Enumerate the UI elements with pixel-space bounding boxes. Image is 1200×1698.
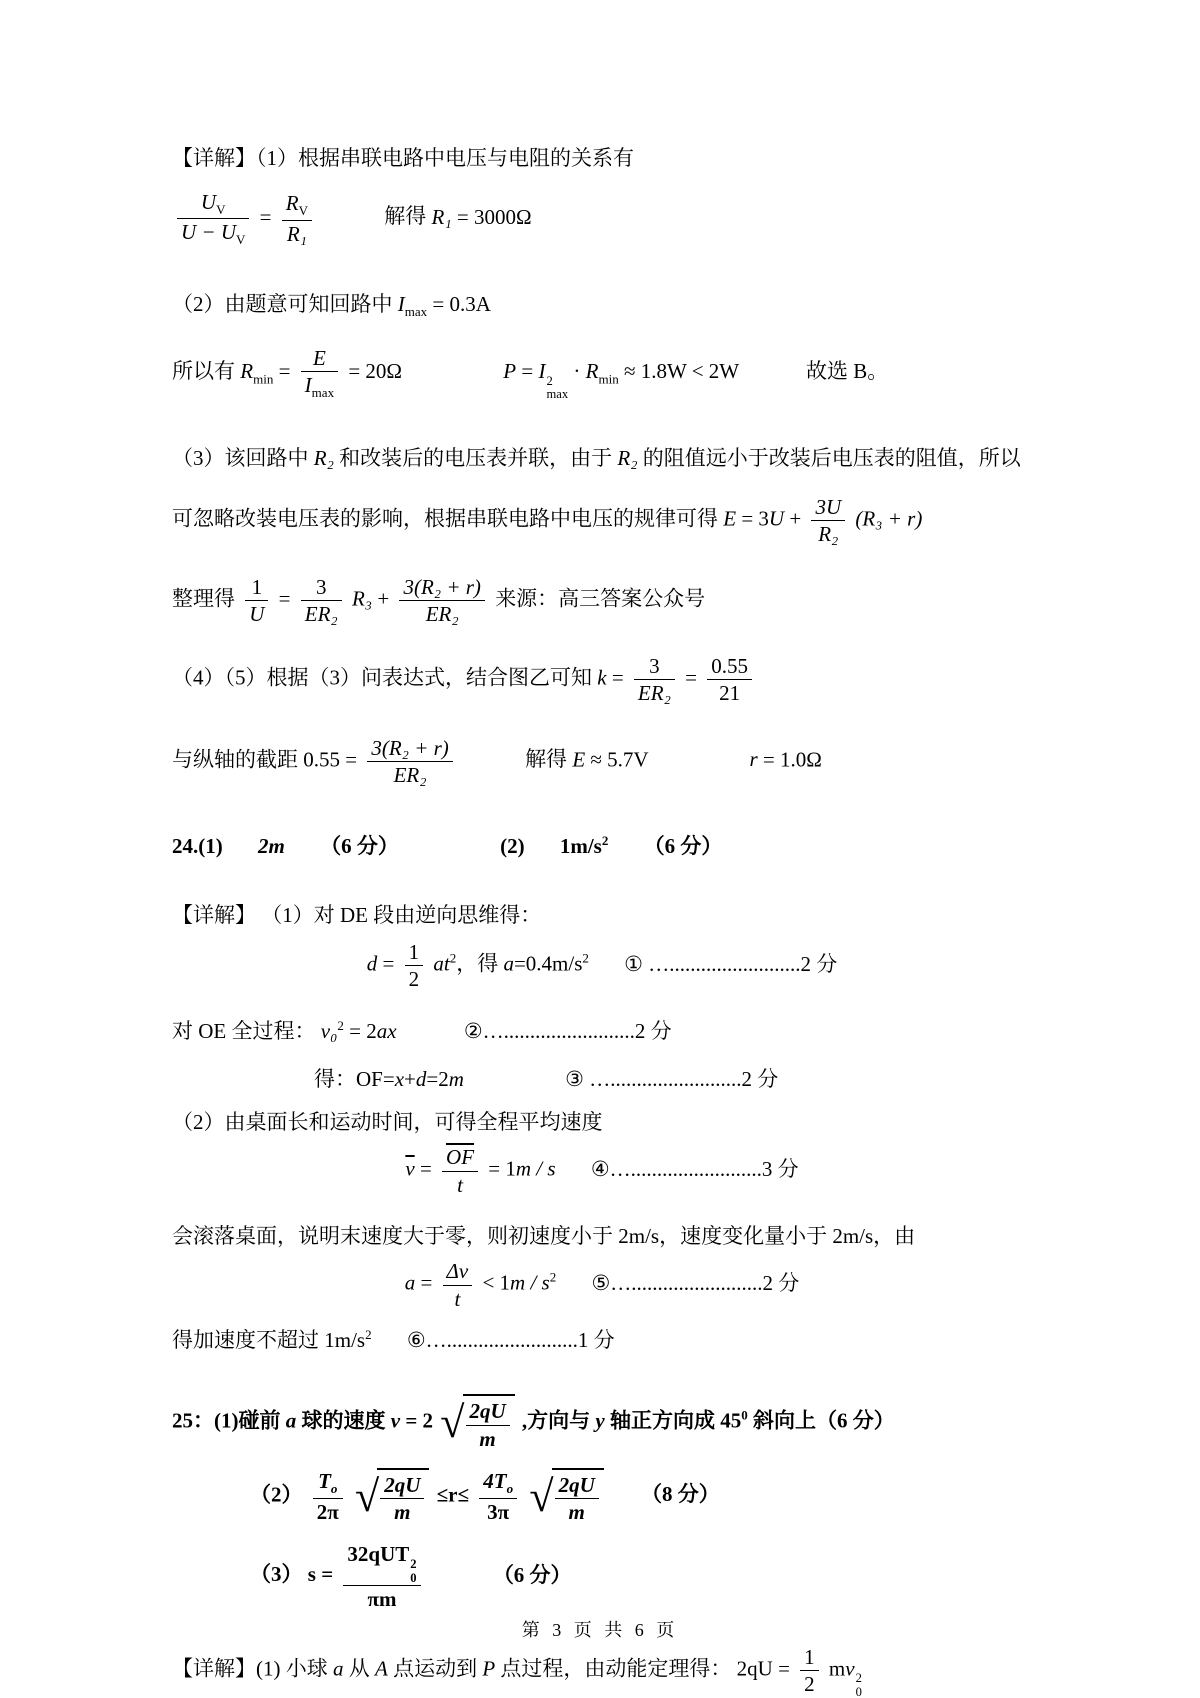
- math-var: E: [572, 747, 586, 772]
- equals: = 2: [405, 1408, 434, 1433]
- text: 【详解】(1) 小球: [172, 1656, 328, 1681]
- math-var: R: [240, 358, 254, 383]
- text: 和改装后的电压表并联，由于: [339, 445, 613, 470]
- equals: = 2: [349, 1018, 377, 1043]
- math-num: 3: [634, 653, 675, 680]
- math-sub: min: [598, 371, 619, 387]
- math-var: t: [457, 1172, 463, 1197]
- formula-rearranged: [172, 574, 1032, 628]
- formula-acceleration: [172, 1258, 1032, 1312]
- math-var: m / s: [515, 1156, 556, 1181]
- source-label: 来源：高三答案公众号: [495, 586, 706, 611]
- math-var: m: [479, 1426, 496, 1451]
- para-23-3b: [172, 494, 1032, 548]
- math-var: 4T: [483, 1469, 507, 1494]
- math-var: v: [390, 1408, 401, 1433]
- fraction: [177, 189, 249, 249]
- text: 整理得: [172, 586, 235, 611]
- formula-intercept: [172, 735, 1032, 789]
- math-var: ER₂: [637, 681, 671, 706]
- score: （6 分）: [643, 834, 723, 859]
- question-number: 25：(1)碰前: [172, 1408, 281, 1433]
- math-var: P: [482, 1656, 496, 1681]
- equals: =: [259, 204, 272, 229]
- text: （2）由桌面长和运动时间，可得全程平均速度: [172, 1109, 603, 1134]
- math-var: R₁: [286, 221, 307, 246]
- sqrt-radical: [355, 1468, 429, 1526]
- math-var: I: [538, 358, 546, 383]
- fraction: [811, 494, 845, 548]
- question-part: （3）: [250, 1562, 303, 1587]
- value: = 0.3A: [432, 292, 491, 317]
- math-var: m: [828, 1656, 846, 1681]
- equals: =: [278, 358, 291, 383]
- math-var: Δv: [446, 1259, 469, 1284]
- question-part: （2）: [250, 1482, 303, 1507]
- math-var-overline: $\overline{v}$: [405, 1156, 415, 1181]
- math-num: 32qUT: [347, 1542, 410, 1567]
- page-number: 第 3 页 共 6 页: [521, 1620, 679, 1640]
- math-var: P: [503, 358, 517, 383]
- math-var: d: [415, 1067, 427, 1092]
- math-sub: max: [404, 304, 428, 320]
- math-sub: V: [236, 232, 246, 248]
- formula-d-half-at2: [172, 939, 1032, 993]
- radical-sign: √: [440, 1398, 465, 1448]
- math-var: m: [448, 1067, 464, 1092]
- radical-sign: √: [529, 1471, 554, 1521]
- text: 得：OF=: [314, 1067, 395, 1092]
- math-sup: 2: [365, 1326, 372, 1342]
- math-var: U: [249, 601, 265, 626]
- equals: =: [321, 1562, 334, 1587]
- math-var: x: [394, 1067, 405, 1092]
- fraction: [634, 653, 675, 707]
- score-note: ⑥….........................1 分: [406, 1327, 615, 1352]
- text: 的阻值远小于改装后电压表的阻值，所以: [642, 445, 1021, 470]
- score: （8 分）: [640, 1482, 720, 1507]
- math-var: a: [333, 1656, 344, 1681]
- math-num: 2: [408, 967, 420, 992]
- fraction: [443, 1258, 473, 1312]
- value: < 1: [482, 1270, 511, 1295]
- math-num: πm: [367, 1586, 397, 1611]
- equals: =2: [426, 1067, 449, 1092]
- math-sub: max: [311, 385, 335, 401]
- math-sup: 2: [337, 1017, 344, 1033]
- math-var: v₀: [320, 1018, 338, 1043]
- score: （6 分）: [320, 834, 399, 859]
- value: 0.55 =: [303, 747, 358, 772]
- score-note: ① ….........................2 分: [624, 951, 838, 976]
- score-note: ④….........................3 分: [590, 1156, 799, 1181]
- math-var: 2qU: [384, 1472, 421, 1497]
- sup-sub-stack: [410, 1558, 416, 1584]
- math-num: 0.55: [707, 653, 752, 680]
- value: ≈ 1.8W < 2W: [623, 358, 739, 383]
- fraction: [301, 574, 342, 628]
- equals: =: [382, 951, 395, 976]
- math-var: R: [285, 191, 299, 216]
- math-var: (R₃ + r): [855, 506, 923, 531]
- text: （2）由题意可知回路中: [172, 292, 393, 317]
- answer-24: [172, 830, 1032, 863]
- fraction: [301, 345, 338, 402]
- equals: =: [685, 665, 697, 690]
- text: ,方向与: [521, 1408, 591, 1433]
- math-sub: V: [216, 201, 226, 217]
- plus: +: [789, 506, 802, 531]
- line-max-acceleration: [172, 1324, 1032, 1357]
- formula-k: [172, 653, 1032, 707]
- math-var: T: [318, 1469, 331, 1494]
- fraction: [399, 574, 484, 628]
- sup-sub-stack: [546, 375, 568, 401]
- math-var: E: [312, 345, 326, 370]
- math-var: 3(R₂ + r): [403, 574, 481, 599]
- math-var: U − U: [181, 220, 237, 244]
- math-var: v: [845, 1656, 855, 1681]
- text: 球的速度: [301, 1408, 386, 1433]
- math-sup: 0: [741, 1407, 748, 1423]
- text: 斜向上（6 分）: [753, 1408, 895, 1433]
- answer-25-1: [172, 1394, 1032, 1452]
- text: 解得: [525, 747, 568, 772]
- math-var: a: [404, 1270, 416, 1295]
- answer-25-2: [172, 1468, 1032, 1526]
- fraction: [555, 1472, 599, 1526]
- value: =0.4m/s: [513, 951, 583, 976]
- page-footer: [0, 1616, 1200, 1642]
- para-24-roll: [172, 1220, 1032, 1253]
- equals: =: [278, 586, 291, 611]
- text: （3）该回路中: [172, 445, 309, 470]
- math-sup: 2: [601, 833, 609, 849]
- math-var: a: [503, 951, 514, 976]
- math-sup: 2: [449, 950, 457, 966]
- text: 解得: [384, 204, 427, 229]
- math-num: 2: [804, 1672, 815, 1697]
- answer-value: 2m: [258, 834, 285, 859]
- math-var: 2qU: [558, 1472, 595, 1497]
- math-var: m / s: [510, 1270, 550, 1295]
- text: ，得: [456, 951, 499, 976]
- math-var: 3(R₂ + r): [371, 735, 449, 760]
- math-sub: 0: [855, 1684, 862, 1698]
- math-var-overline: $\overline{OF}$: [446, 1145, 475, 1170]
- value: = 1: [488, 1156, 516, 1181]
- score-note: ②….........................2 分: [463, 1018, 672, 1043]
- math-var: a: [285, 1408, 297, 1433]
- fraction: [343, 1541, 420, 1612]
- fraction: [800, 1644, 819, 1698]
- math-var: U: [768, 506, 785, 531]
- answer-value: 1m/s: [559, 834, 602, 859]
- detail-24-intro: [172, 899, 1032, 932]
- math-var: R₂: [818, 522, 839, 547]
- math-sup: 2: [582, 950, 589, 966]
- fraction: [380, 1472, 424, 1526]
- math-var: 3U: [815, 495, 842, 520]
- sqrt-radical: [529, 1468, 603, 1526]
- text: 从: [348, 1656, 370, 1681]
- math-var: k: [597, 665, 607, 690]
- text: 轴正方向成 45: [610, 1408, 742, 1433]
- math-sub: max: [546, 387, 569, 402]
- math-sub: o: [330, 1481, 338, 1497]
- detail-23-intro: [172, 142, 1032, 175]
- math-var: t: [454, 1286, 461, 1311]
- fraction: [313, 1468, 343, 1525]
- text: 【详解】 （1）对 DE 段由逆向思维得：: [172, 902, 542, 927]
- fraction: [405, 939, 424, 993]
- math-sup: 2: [546, 373, 553, 388]
- sup-sub-stack: [856, 1672, 862, 1698]
- math-var: R₁: [431, 204, 452, 229]
- math-sup: 2: [410, 1557, 417, 1572]
- text: 点过程，由动能定理得：: [500, 1656, 732, 1681]
- math-var: ER₂: [393, 762, 427, 787]
- math-var: U: [200, 189, 217, 214]
- text: 故选 B。: [806, 358, 889, 383]
- plus: +: [404, 1067, 416, 1092]
- equals: =: [611, 665, 624, 690]
- math-sub: min: [253, 371, 274, 387]
- math-var: E: [723, 506, 737, 531]
- value: 2qU =: [736, 1656, 790, 1681]
- value: = 1.0Ω: [762, 747, 822, 772]
- math-var: s: [307, 1562, 316, 1587]
- sqrt-radical: [440, 1394, 514, 1452]
- equals: = 3: [741, 506, 769, 531]
- detail-25-intro: [172, 1644, 1032, 1698]
- formula-v0-2ax: [172, 1015, 1032, 1048]
- fraction: [367, 735, 452, 789]
- formula-uv-rv: [172, 189, 1032, 249]
- math-var: A: [375, 1656, 388, 1681]
- question-number: 24.(1): [172, 834, 223, 859]
- math-var: ER₂: [304, 601, 338, 626]
- value: = 3000Ω: [456, 204, 532, 229]
- text: 对 OE 全过程：: [172, 1018, 316, 1043]
- dot-operator: ·: [573, 358, 581, 383]
- text: 点运动到: [393, 1656, 478, 1681]
- score-note: ③ ….........................2 分: [565, 1067, 779, 1092]
- math-var: I: [304, 373, 312, 398]
- math-num: 21: [719, 681, 741, 706]
- question-part: (2): [500, 834, 525, 859]
- fraction: [479, 1468, 517, 1525]
- math-num: 1: [405, 939, 424, 966]
- line-imax: [172, 288, 1032, 322]
- math-sup: 2: [855, 1671, 862, 1686]
- math-var: 2qU: [469, 1399, 506, 1424]
- para-24-2: [172, 1106, 1032, 1139]
- score: （6 分）: [492, 1562, 572, 1587]
- math-var: R₂: [313, 445, 334, 470]
- math-num: 3: [301, 574, 342, 601]
- text: 与纵轴的截距: [172, 747, 298, 772]
- fraction: [442, 1144, 478, 1198]
- text: （4）（5）根据（3）问表达式，结合图乙可知: [172, 665, 592, 690]
- equals: =: [419, 1156, 432, 1181]
- equals: =: [521, 358, 534, 383]
- math-num: 1: [245, 574, 268, 601]
- math-var: m: [394, 1500, 411, 1525]
- equals: =: [420, 1270, 433, 1295]
- math-var: ax: [376, 1018, 397, 1043]
- math-num: 1: [800, 1644, 819, 1671]
- math-sub: o: [506, 1481, 514, 1497]
- inequality: ≤r≤: [436, 1482, 470, 1507]
- answer-25-3: [172, 1541, 1032, 1612]
- math-var: m: [568, 1500, 585, 1525]
- score-note: ⑤….........................2 分: [591, 1270, 800, 1295]
- fraction: [707, 653, 752, 707]
- radical-sign: √: [355, 1471, 380, 1521]
- math-var: R₂: [617, 445, 638, 470]
- formula-of-2m: [172, 1063, 1032, 1096]
- fraction: [245, 574, 268, 628]
- math-num: 3π: [487, 1499, 510, 1524]
- text: 【详解】（1）根据串联电路中电压与电阻的关系有: [172, 146, 634, 170]
- math-var: I: [397, 292, 405, 317]
- math-var: r: [749, 747, 758, 772]
- math-var: d: [366, 951, 378, 976]
- text: 所以有: [172, 358, 235, 383]
- math-num: 2π: [316, 1499, 339, 1524]
- math-var: at: [433, 951, 450, 976]
- math-sub: 0: [410, 1570, 417, 1585]
- text: 得加速度不超过 1m/s: [172, 1327, 366, 1352]
- math-var: R: [585, 358, 599, 383]
- math-var: y: [595, 1408, 605, 1433]
- formula-avg-velocity: [172, 1144, 1032, 1198]
- text: 会滚落桌面，说明末速度大于零，则初速度小于 2m/s，速度变化量小于 2m/s，由: [172, 1223, 916, 1248]
- math-sup: 2: [549, 1269, 557, 1285]
- plus: +: [377, 586, 390, 611]
- fraction: [466, 1398, 510, 1452]
- math-var: ER₂: [425, 601, 459, 626]
- math-var: R₃: [351, 586, 373, 611]
- line-rmin-power: [172, 345, 1032, 402]
- text: 可忽略改装电压表的影响，根据串联电路中电压的规律可得: [172, 506, 718, 531]
- value: = 20Ω: [348, 358, 403, 383]
- para-23-3a: [172, 442, 1032, 475]
- value: ≈ 5.7V: [590, 747, 649, 772]
- math-sub: V: [298, 203, 308, 219]
- fraction: [282, 190, 312, 247]
